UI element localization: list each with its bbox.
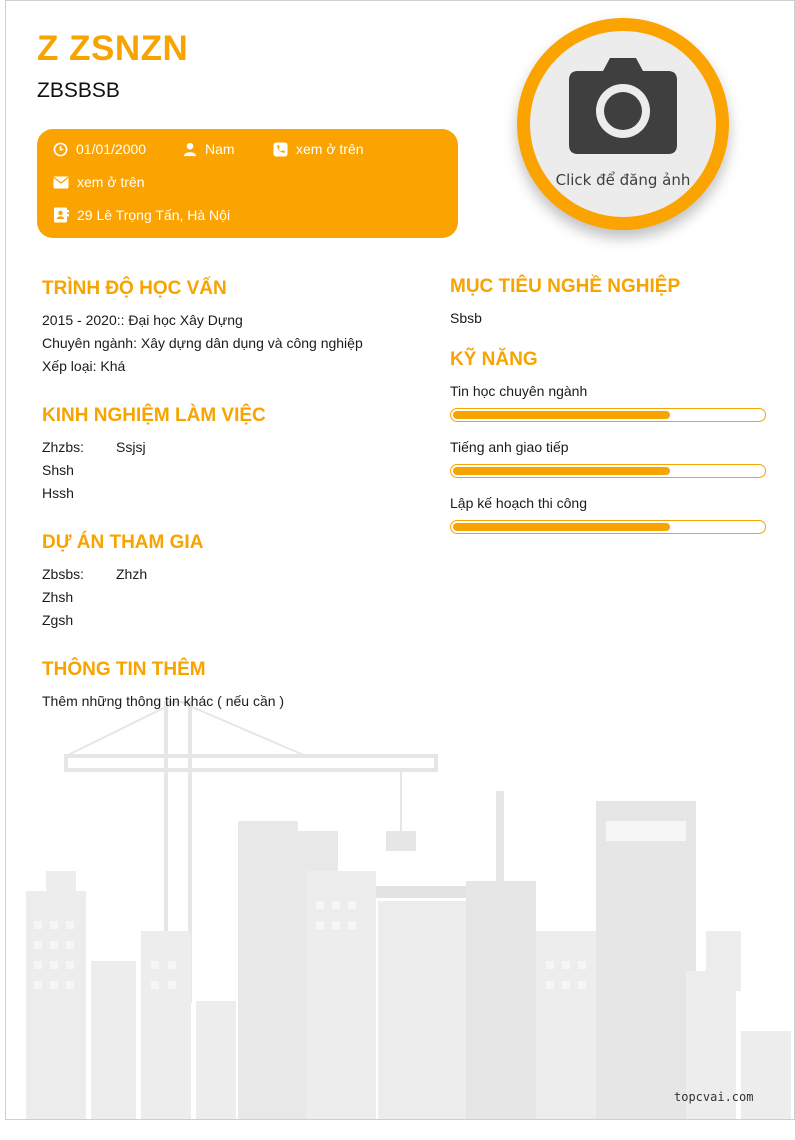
contact-info-box (37, 129, 458, 238)
user-icon (183, 142, 197, 157)
project-line[interactable]: Zgsh (42, 612, 74, 628)
experience-key[interactable]: Zhzbs: (42, 439, 85, 455)
skill-fill (453, 467, 670, 475)
skill-fill (453, 411, 670, 419)
skill-label[interactable]: Tiếng anh giao tiếp (450, 439, 569, 455)
objective-text[interactable]: Sbsb (450, 310, 482, 326)
cv-page (5, 0, 795, 1120)
experience-title: KINH NGHIỆM LÀM VIỆC (42, 405, 266, 426)
photo-placeholder[interactable] (530, 31, 716, 217)
project-key[interactable]: Zbsbs: (42, 566, 85, 582)
city-skyline-illustration (6, 701, 795, 1120)
address-book-icon (53, 207, 69, 223)
extra-info-text[interactable]: Thêm những thông tin khác ( nếu cần ) (42, 693, 285, 709)
experience-line[interactable]: Shsh (42, 462, 74, 478)
email-text: xem ở trên (77, 174, 145, 190)
education-title: TRÌNH ĐỘ HỌC VẤN (42, 278, 227, 299)
education-line[interactable]: Xếp loại: Khá (42, 358, 126, 374)
skill-bar[interactable] (450, 464, 766, 478)
clock-icon (53, 142, 68, 157)
gender-item[interactable] (183, 141, 235, 157)
photo-caption: Click để đăng ảnh (555, 171, 691, 189)
email-item[interactable] (53, 174, 145, 190)
phone-icon (273, 142, 288, 157)
birthday-text: 01/01/2000 (76, 141, 147, 157)
projects-title: DỰ ÁN THAM GIA (42, 532, 204, 553)
experience-line[interactable]: Hssh (42, 485, 74, 501)
skills-title: KỸ NĂNG (450, 349, 538, 370)
watermark: topcvai.com (674, 1090, 754, 1104)
skill-label[interactable]: Tin học chuyên ngành (450, 383, 588, 399)
candidate-name[interactable]: Z ZSNZN (37, 29, 189, 68)
skill-bar[interactable] (450, 408, 766, 422)
skill-fill (453, 523, 670, 531)
objective-title: MỤC TIÊU NGHỀ NGHIỆP (450, 276, 681, 297)
candidate-position[interactable]: ZBSBSB (37, 79, 120, 102)
camera-icon (530, 31, 716, 161)
extra-info-title: THÔNG TIN THÊM (42, 659, 206, 680)
envelope-icon (53, 176, 69, 189)
skill-bar[interactable] (450, 520, 766, 534)
birthday-item[interactable] (53, 141, 146, 157)
skill-label[interactable]: Lập kế hoạch thi công (450, 495, 587, 511)
experience-value[interactable]: Ssjsj (116, 439, 146, 455)
project-line[interactable]: Zhsh (42, 589, 74, 605)
phone-item[interactable] (273, 141, 364, 157)
project-value[interactable]: Zhzh (116, 566, 148, 582)
profile-photo-upload[interactable] (517, 18, 729, 230)
education-line[interactable]: 2015 - 2020:: Đại học Xây Dựng (42, 312, 243, 328)
address-item[interactable] (53, 207, 230, 223)
phone-text: xem ở trên (296, 141, 364, 157)
education-line[interactable]: Chuyên ngành: Xây dựng dân dụng và công nghiệp (42, 335, 363, 351)
address-text: 29 Lê Trọng Tấn, Hà Nội (77, 207, 231, 223)
gender-text: Nam (205, 141, 235, 157)
